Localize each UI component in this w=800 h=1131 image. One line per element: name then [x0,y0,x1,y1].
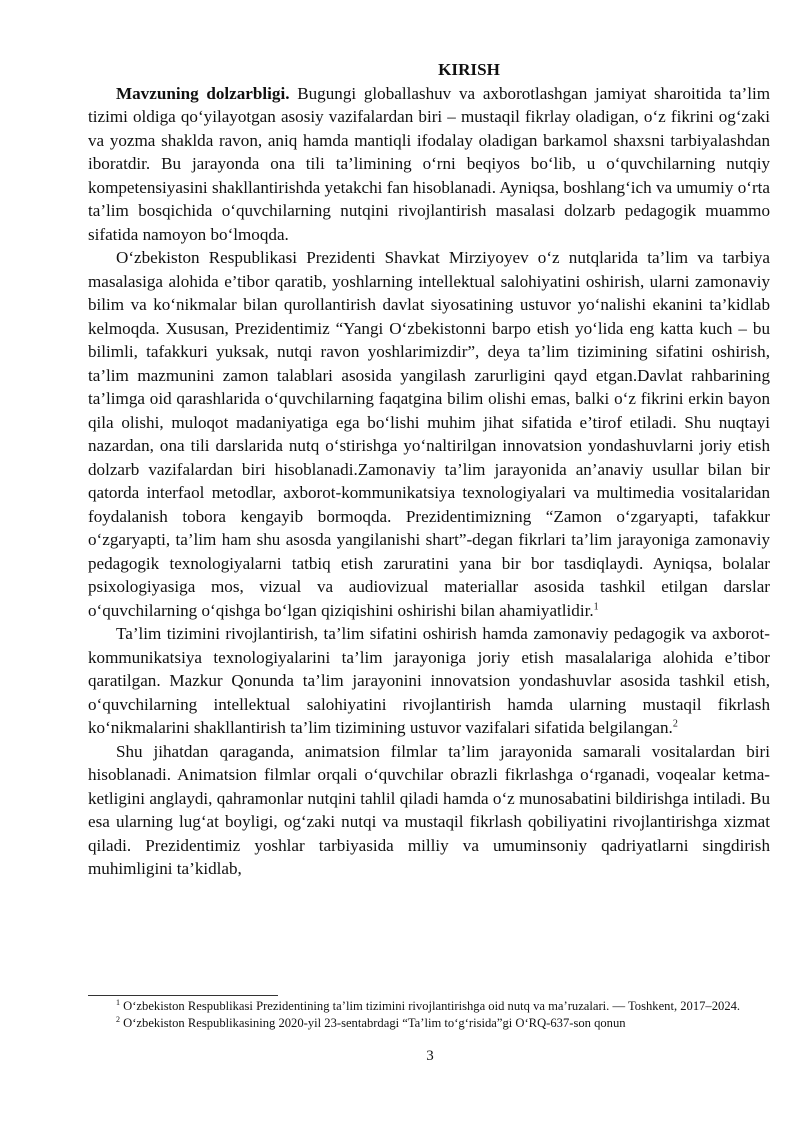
intro-paragraph [88,82,770,247]
intro-text: Bugungi globallashuv va axborotlashgan jamiyat sharoitida ta’lim tizimi oldiga qo‘yilayotgan asosiy vazifalardan biri – mustaqil fikrlay oladigan, o‘z fikrini og‘zaki va yozma shaklda ravon, aniq hamda mantiqli ifodalay oladigan barkamol shaxsni tarbiyalashdan iboratdir. Bu jarayonda ona tili ta’limining o‘rni beqiyos bo‘lib, u o‘quvchilarning nutqiy kompetensiyasini shakllantirishda yetakchi fan hisoblanadi. Ayniqsa, boshlang‘ich va umumiy o‘rta ta’lim bosqichida o‘quvchilarning nutqini rivojlantirish masalasi dolzarb pedagogik muammo sifatida namoyon bo‘lmoqda. [88,83,770,244]
paragraph-4 [88,740,770,881]
footnote-divider [88,995,278,996]
paragraph-2-text: O‘zbekiston Respublikasi Prezidenti Shavkat Mirziyoyev o‘z nutqlarida ta’lim va tarbiya masalasiga alohida e’tibor qaratib, yoshlarning intellektual salohiyatini oshirish, ularni zamonaviy bilim va ko‘nikmalar bilan qurollantirish davlat siyosatining ustuvor yo‘nalishi ekanini ta’kidlab kelmoqda. Xususan, Prezidentimiz “Yangi O‘zbekistonni barpo etish yo‘lida eng katta kuch – bu bilimli, tafakkuri yuksak, nutqi ravon yoshlarimizdir”, deya ta’lim tizimining sifatini oshirish, ta’lim mazmunini zamon talablari asosida yangilash zarurligini qayd etgan.Davlat rahbarining ta’limga oid qarashlarida o‘quvchilarning faqatgina bilim olishi emas, balki o‘z fikrini erkin bayon qila olishi, muloqot madaniyatiga ega bo‘lishi muhim jihat sifatida e’tirof etiladi. Shu nuqtayi nazardan, ona tili darslarida nutq o‘stirishga yo‘naltirilgan innovatsion yondashuvlarni joriy etish dolzarb vazifalardan biri hisoblanadi.Zamonaviy ta’lim jarayonida an’anaviy usullar bilan bir qatorda interfaol metodlar, axborot-kommunikatsiya texnologiyalari va multimedia vositalaridan foydalanish tobora kengayib bormoqda. Prezidentimizning “Zamon o‘zgaryapti, tafakkur o‘zgaryapti, ta’lim ham shu asosda yangilanishi shart”-degan fikrlari ta’lim jarayoniga zamonaviy pedagogik texnologiyalarni tatbiq etish zaruratini yana bir bor tasdiqlaydi. Ayniqsa, bolalar psixologiyasiga mos, vizual va audiovizual materiallar asosida tashkil etilgan darslar o‘quvchilarning o‘qishga bo‘lgan qiziqishini oshirishi bilan ahamiyatlidir. [88,248,770,620]
paragraph-4-text: Shu jihatdan qaraganda, animatsion filmlar ta’lim jarayonida samarali vositalardan biri hisoblanadi. Animatsion filmlar orqali o‘quvchilar obrazli fikrlashga o‘rganadi, voqealar ketma-ketligini anglaydi, qahramonlar nutqini tahlil qiladi hamda o‘z munosabatini bildirishga intiladi. Bu esa ularning lug‘at boyligi, og‘zaki nutqi va mustaqil fikrlash qobiliyatini rivojlantirishga xizmat qiladi. Prezidentimiz yoshlar tarbiyasida milliy va umuminsoniy qadriyatlarni singdirish muhimligini ta’kidlab, [88,741,770,878]
footnote-number: 1 [116,997,120,1007]
paragraph-2 [88,246,770,622]
footnote-text: O‘zbekiston Respublikasining 2020-yil 23-sentabrdagi “Ta’lim to‘g‘risida”gi O‘RQ-637-son qonun [120,1015,626,1030]
section-title: KIRISH [438,60,500,79]
footnote-text: O‘zbekiston Respublikasi Prezidentining ta’lim tizimini rivojlantirishga oid nutq va ma’ruzalari. — Toshkent, 2017–2024. [120,999,741,1013]
page-number: 3 [426,1048,434,1064]
paragraph-3-text: Ta’lim tizimini rivojlantirish, ta’lim sifatini oshirish hamda zamonaviy pedagogik va axborot-kommunikatsiya texnologiyalarini ta’lim jarayoniga joriy etish masalalariga alohida e’tibor qaratilgan. Mazkur Qonunda ta’lim jarayonini innovatsion yondashuvlar asosida tashkil etish, o‘quvchilarning intellektual salohiyatini rivojlantirish hamda ularning mustaqil fikrlash ko‘nikmalarini shakllantirish ta’lim tizimining ustuvor vazifalari sifatida belgilangan. [88,624,770,737]
footnote-2 [88,1015,770,1032]
paragraph-3 [88,622,770,740]
footnote-1 [88,998,770,1015]
intro-lead: Mavzuning dolzarbligi. [116,83,290,103]
footnote-number: 2 [116,1014,120,1024]
footnote-ref-2[interactable]: 2 [672,718,678,730]
footnotes [88,998,770,1031]
document-body [88,58,770,881]
footnote-ref-1[interactable]: 1 [593,600,599,612]
